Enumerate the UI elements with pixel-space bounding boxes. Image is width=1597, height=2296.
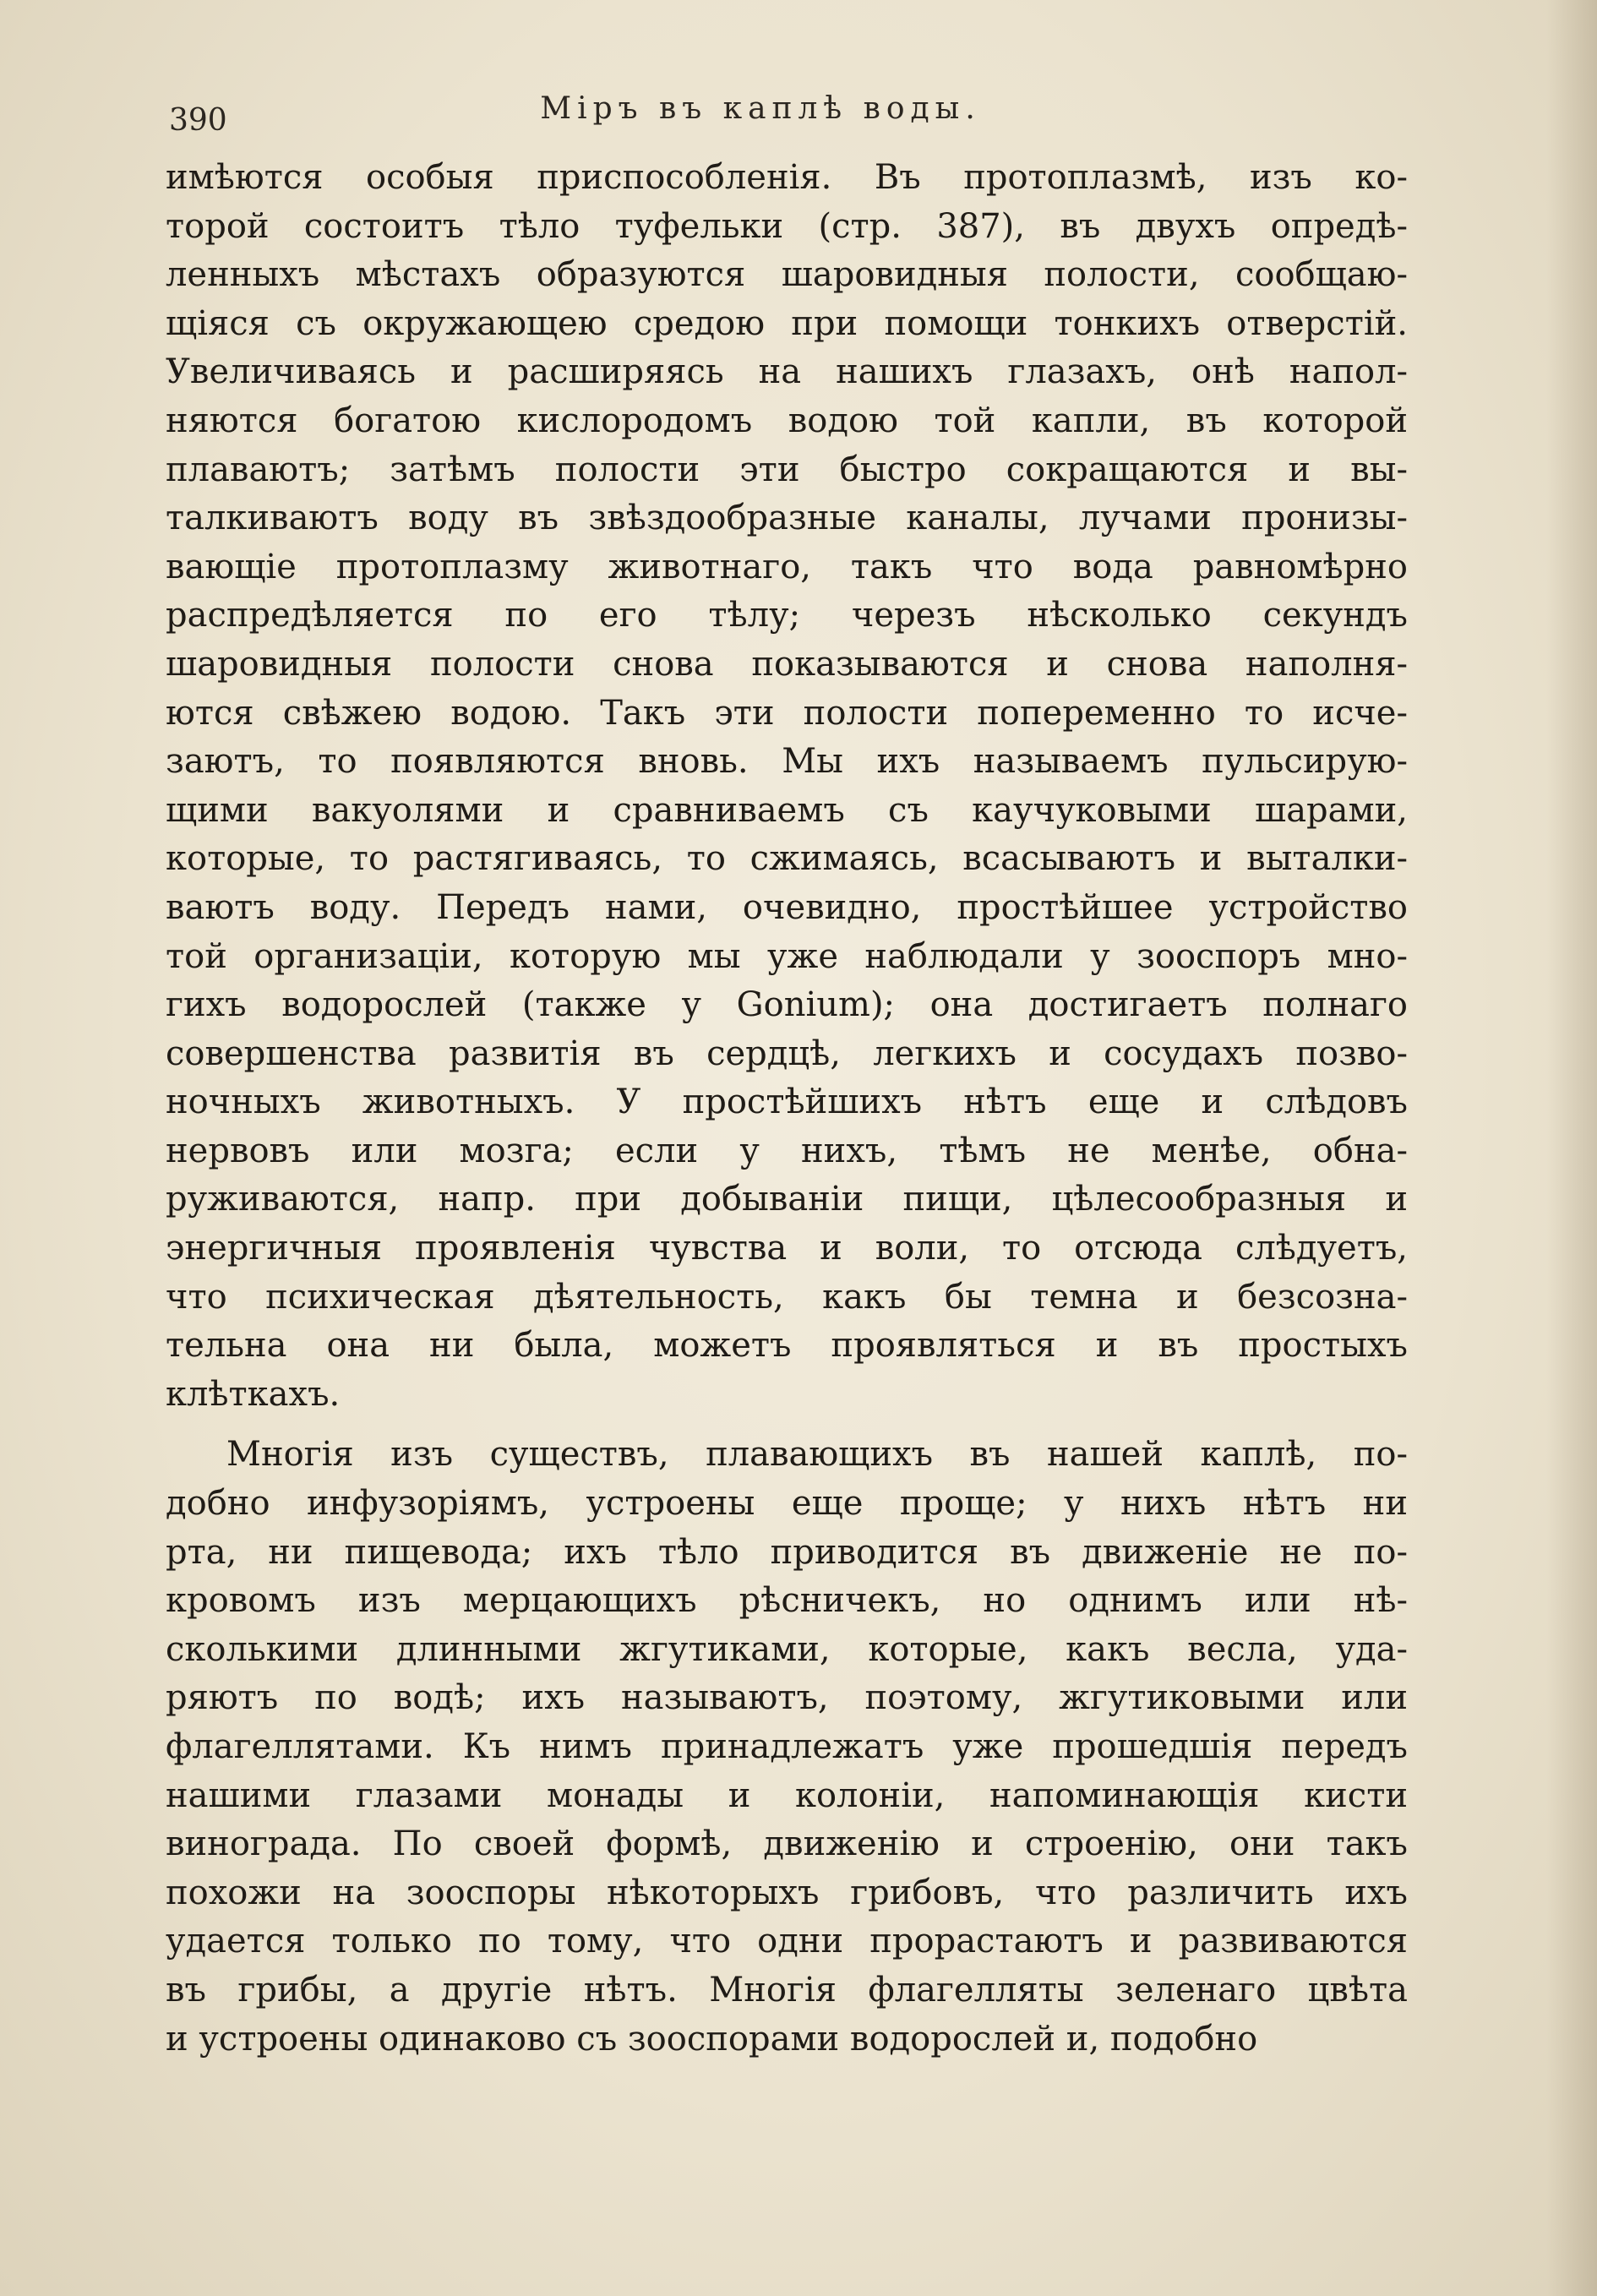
text-line: клѣткахъ. [166, 1374, 341, 1414]
page-header [169, 85, 1403, 138]
text-line: похожи на зооспоры нѣкоторыхъ грибовъ, что различить ихъ [166, 1873, 1408, 1912]
text-line: имѣются особыя приспособленія. Въ протоплазмѣ, изъ ко- [166, 158, 1408, 197]
text-line: плаваютъ; затѣмъ полости эти быстро сокращаются и вы- [166, 450, 1408, 489]
text-line: что психическая дѣятельность, какъ бы темна и безсозна- [166, 1277, 1408, 1317]
body-text [166, 154, 1408, 2064]
text-line: которые, то растягиваясь, то сжимаясь, всасываютъ и выталки- [166, 839, 1408, 879]
text-line: тельна она ни была, можетъ проявляться и въ простыхъ [166, 1326, 1408, 1366]
text-line: шаровидныя полости снова показываются и снова наполня- [166, 644, 1408, 684]
text-line: кровомъ изъ мерцающихъ рѣсничекъ, но однимъ или нѣ- [166, 1581, 1408, 1621]
text-line: руживаются, напр. при добываніи пищи, цѣлесообразныя и [166, 1180, 1408, 1219]
text-line: добно инфузоріямъ, устроены еще проще; у нихъ нѣтъ ни [166, 1484, 1408, 1524]
text-line: щими вакуолями и сравниваемъ съ каучуковыми шарами, [166, 790, 1408, 830]
text-line: сколькими длинными жгутиками, которые, какъ весла, уда- [166, 1629, 1408, 1669]
text-line: рта, ни пищевода; ихъ тѣло приводится въ движеніе не по- [166, 1532, 1408, 1572]
text-line: ночныхъ животныхъ. У простѣйшихъ нѣтъ еще и слѣдовъ [166, 1083, 1408, 1122]
text-line: распредѣляется по его тѣлу; черезъ нѣсколько секундъ [166, 596, 1408, 635]
paragraph [166, 154, 1408, 1419]
text-line: энергичныя проявленія чувства и воли, то отсюда слѣдуетъ, [166, 1229, 1408, 1268]
text-line: ряютъ по водѣ; ихъ называютъ, поэтому, жгутиковыми или [166, 1678, 1408, 1718]
running-title: Міръ въ каплѣ воды. [540, 91, 981, 126]
text-line: нервовъ или мозга; если у нихъ, тѣмъ не менѣе, обна- [166, 1131, 1408, 1170]
text-line: талкиваютъ воду въ звѣздообразные каналы, лучами пронизы- [166, 499, 1408, 538]
text-line: ленныхъ мѣстахъ образуются шаровидныя полости, сообщаю- [166, 255, 1408, 295]
text-line: заютъ, то появляются вновь. Мы ихъ называемъ пульсирую- [166, 742, 1408, 782]
text-line: въ грибы, а другіе нѣтъ. Многія флагелляты зеленаго цвѣта [166, 1970, 1408, 2010]
paragraph [166, 1431, 1408, 2064]
text-line: и устроены одинаково съ зооспорами водорослей и, подобно [166, 2019, 1258, 2059]
text-line: Многія изъ существъ, плавающихъ въ нашей каплѣ, по- [226, 1435, 1408, 1475]
text-line: ваютъ воду. Передъ нами, очевидно, простѣйшее устройство [166, 887, 1408, 927]
text-line: вающіе протоплазму животнаго, такъ что вода равномѣрно [166, 547, 1408, 586]
text-line: совершенства развитія въ сердцѣ, легкихъ и сосудахъ позво- [166, 1033, 1408, 1073]
text-line: Увеличиваясь и расширяясь на нашихъ глазахъ, онѣ напол- [166, 352, 1408, 392]
text-line: гихъ водорослей (также у Gonium); она достигаетъ полнаго [166, 985, 1408, 1025]
text-line: нашими глазами монады и колоніи, напоминающія кисти [166, 1775, 1408, 1815]
text-line: ются свѣжею водою. Такъ эти полости попеременно то исче- [166, 693, 1408, 733]
text-line: торой состоитъ тѣло туфельки (стр. 387), въ двухъ опредѣ- [166, 206, 1408, 246]
page-number: 390 [169, 103, 227, 138]
text-line: няются богатою кислородомъ водою той капли, въ которой [166, 401, 1408, 440]
text-line: винограда. По своей формѣ, движенію и строенію, они такъ [166, 1824, 1408, 1864]
text-line: удается только по тому, что одни прорастаютъ и развиваются [166, 1922, 1408, 1961]
text-line: той организаціи, которую мы уже наблюдали у зооспоръ мно- [166, 936, 1408, 976]
text-line: флагеллятами. Къ нимъ принадлежатъ уже прошедшія передъ [166, 1727, 1408, 1766]
text-line: щіяся съ окружающею средою при помощи тонкихъ отверстій. [166, 303, 1408, 343]
page-edge-shadow [1546, 0, 1597, 2296]
